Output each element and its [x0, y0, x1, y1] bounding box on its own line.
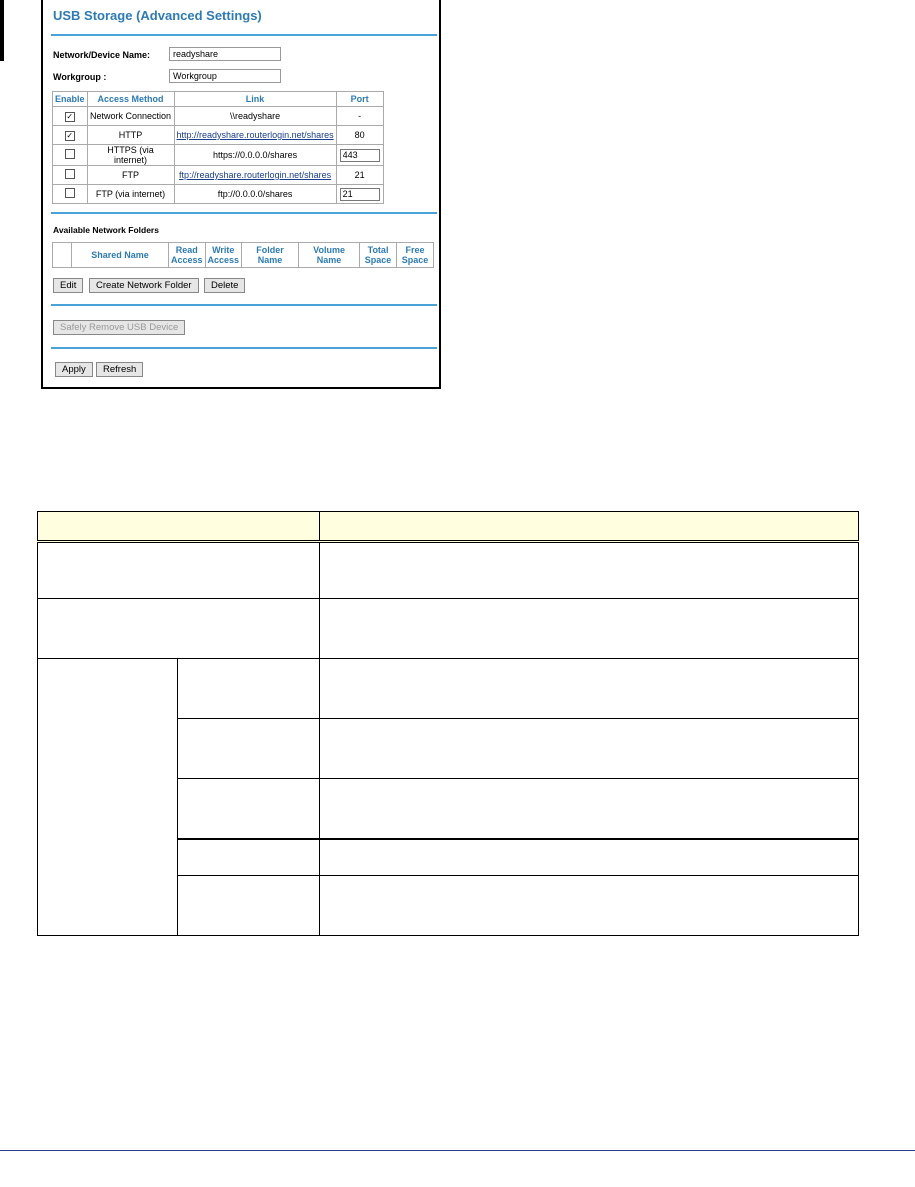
link-cell	[174, 107, 336, 126]
enable-cell	[53, 145, 88, 166]
col-link: Link	[174, 92, 336, 107]
table-header-row	[38, 512, 859, 542]
table-cell	[320, 599, 859, 659]
col-enable: Enable	[53, 92, 88, 107]
create-network-folder-button[interactable]: Create Network Folder	[89, 278, 199, 293]
access-row	[53, 145, 384, 166]
access-row	[53, 185, 384, 204]
enable-cell	[53, 166, 88, 185]
divider	[51, 34, 437, 36]
usb-storage-panel	[41, 0, 441, 389]
table-cell	[38, 599, 320, 659]
table-cell	[178, 839, 320, 876]
device-name-label: Network/Device Name:	[53, 50, 151, 60]
table-cell	[320, 719, 859, 779]
table-row	[38, 659, 859, 719]
folders-label: Available Network Folders	[53, 225, 159, 235]
divider	[51, 212, 437, 214]
access-method-cell: HTTPS (via internet)	[87, 145, 174, 166]
enable-checkbox[interactable]	[65, 188, 75, 198]
workgroup-label: Workgroup :	[53, 72, 107, 82]
header-cell-setting	[38, 512, 320, 542]
access-row	[53, 166, 384, 185]
access-method-cell: Network Connection	[87, 107, 174, 126]
settings-description-table	[37, 511, 859, 936]
table-cell	[38, 542, 320, 599]
enable-checkbox[interactable]	[65, 149, 75, 159]
divider	[51, 304, 437, 306]
col-total-space: Total Space	[360, 243, 397, 268]
link-cell	[174, 166, 336, 185]
device-name-input[interactable]	[169, 47, 281, 61]
table-cell	[320, 876, 859, 936]
port-value: 80	[354, 130, 365, 140]
delete-button[interactable]: Delete	[204, 278, 245, 293]
port-cell	[336, 185, 383, 204]
safely-remove-usb-button[interactable]: Safely Remove USB Device	[53, 320, 185, 335]
network-folders-table	[52, 242, 434, 268]
table-cell	[320, 542, 859, 599]
access-method-table	[52, 91, 384, 204]
apply-button[interactable]: Apply	[55, 362, 93, 377]
enable-cell	[53, 126, 88, 145]
col-access-method: Access Method	[87, 92, 174, 107]
enable-checkbox[interactable]: ✓	[66, 130, 74, 140]
share-link[interactable]: ftp://readyshare.routerlogin.net/shares	[179, 170, 332, 180]
enable-cell	[53, 185, 88, 204]
edit-button[interactable]: Edit	[53, 278, 83, 293]
divider	[51, 347, 437, 349]
table-row	[38, 599, 859, 659]
port-cell	[336, 126, 383, 145]
table-row	[38, 542, 859, 599]
table-cell	[320, 779, 859, 839]
share-path: \\readyshare	[230, 111, 281, 121]
share-path: ftp://0.0.0.0/shares	[217, 189, 293, 199]
port-cell	[336, 145, 383, 166]
enable-checkbox[interactable]: ✓	[66, 111, 74, 121]
footer-rule	[0, 1150, 915, 1151]
share-link[interactable]: http://readyshare.routerlogin.net/shares	[176, 130, 334, 140]
access-row	[53, 107, 384, 126]
table-cell-group	[38, 659, 178, 936]
table-cell	[178, 659, 320, 719]
col-port: Port	[336, 92, 383, 107]
port-value: -	[358, 111, 362, 121]
port-value: 21	[354, 170, 365, 180]
link-cell	[174, 185, 336, 204]
col-volume-name: Volume Name	[299, 243, 360, 268]
port-cell	[336, 107, 383, 126]
access-row	[53, 126, 384, 145]
enable-checkbox[interactable]	[65, 169, 75, 179]
link-cell	[174, 145, 336, 166]
table-cell	[320, 659, 859, 719]
col-select	[53, 243, 72, 268]
col-free-space: Free Space	[397, 243, 434, 268]
port-input[interactable]	[340, 188, 380, 201]
link-cell	[174, 126, 336, 145]
col-folder-name: Folder Name	[242, 243, 299, 268]
table-cell	[320, 839, 859, 876]
share-path: https://0.0.0.0/shares	[213, 150, 298, 160]
port-cell	[336, 166, 383, 185]
table-cell	[178, 719, 320, 779]
col-write-access: Write Access	[205, 243, 242, 268]
access-method-cell: HTTP	[87, 126, 174, 145]
table-cell	[178, 876, 320, 936]
margin-bar	[0, 0, 4, 61]
page-title: USB Storage (Advanced Settings)	[53, 8, 262, 23]
header-cell-description	[320, 512, 859, 542]
access-method-cell: FTP (via internet)	[87, 185, 174, 204]
col-shared-name: Shared Name	[72, 243, 169, 268]
workgroup-input[interactable]	[169, 69, 281, 83]
table-cell	[178, 779, 320, 839]
access-method-cell: FTP	[87, 166, 174, 185]
col-read-access: Read Access	[169, 243, 206, 268]
port-input[interactable]	[340, 149, 380, 162]
refresh-button[interactable]: Refresh	[96, 362, 143, 377]
enable-cell	[53, 107, 88, 126]
